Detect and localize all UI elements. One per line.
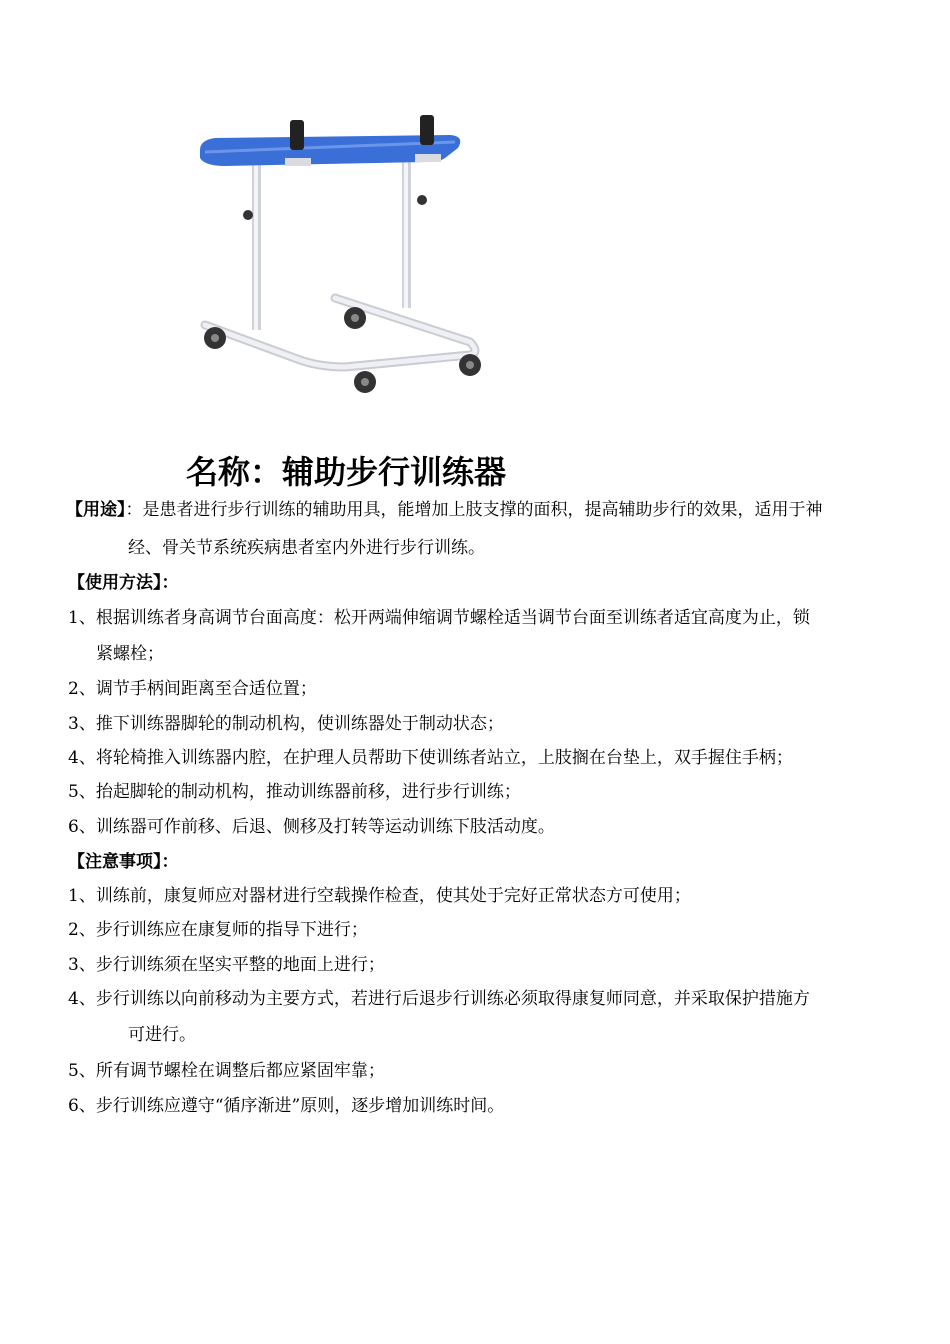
usage-step: 2、调节手柄间距离至合适位置； <box>68 679 317 699</box>
notes-item: 2、步行训练应在康复师的指导下进行； <box>68 920 368 940</box>
product-title: 名称：辅助步行训练器 <box>186 453 507 491</box>
purpose-line-1 <box>66 498 823 522</box>
usage-step: 3、推下训练器脚轮的制动机构，使训练器处于制动状态； <box>68 714 504 734</box>
purpose-text-1: ：是患者进行步行训练的辅助用具，能增加上肢支撑的面积，提高辅助步行的效果，适用于神 <box>125 500 823 520</box>
notes-item: 可进行。 <box>128 1025 196 1045</box>
usage-step: 4、将轮椅推入训练器内腔，在护理人员帮助下使训练者站立，上肢搁在台垫上，双手握住手柄； <box>68 748 793 768</box>
usage-step: 6、训练器可作前移、后退、侧移及打转等运动训练下肢活动度。 <box>68 817 555 837</box>
usage-heading: 【使用方法】： <box>68 573 179 593</box>
notes-item: 1、训练前，康复师应对器材进行空载操作检查，使其处于完好正常状态方可使用； <box>68 886 691 906</box>
walker-product-image <box>120 70 550 435</box>
purpose-label: 【用途】 <box>66 500 126 520</box>
usage-step: 1、根据训练者身高调节台面高度：松开两端伸缩调节螺栓适当调节台面至训练者适宜高度为止，锁 <box>68 608 810 628</box>
notes-heading: 【注意事项】： <box>68 852 179 872</box>
notes-item: 6、步行训练应遵守“循序渐进”原则，逐步增加训练时间。 <box>68 1096 505 1116</box>
notes-item: 3、步行训练须在坚实平整的地面上进行； <box>68 955 385 975</box>
notes-item: 4、步行训练以向前移动为主要方式，若进行后退步行训练必须取得康复师同意，并采取保护措施方 <box>68 989 810 1009</box>
notes-item: 5、所有调节螺栓在调整后都应紧固牢靠； <box>68 1061 385 1081</box>
usage-step: 5、抬起脚轮的制动机构，推动训练器前移，进行步行训练； <box>68 782 521 802</box>
usage-step: 紧螺栓； <box>96 644 164 664</box>
purpose-line-2: 经、骨关节系统疾病患者室内外进行步行训练。 <box>128 538 485 558</box>
walker-illustration <box>120 70 550 435</box>
